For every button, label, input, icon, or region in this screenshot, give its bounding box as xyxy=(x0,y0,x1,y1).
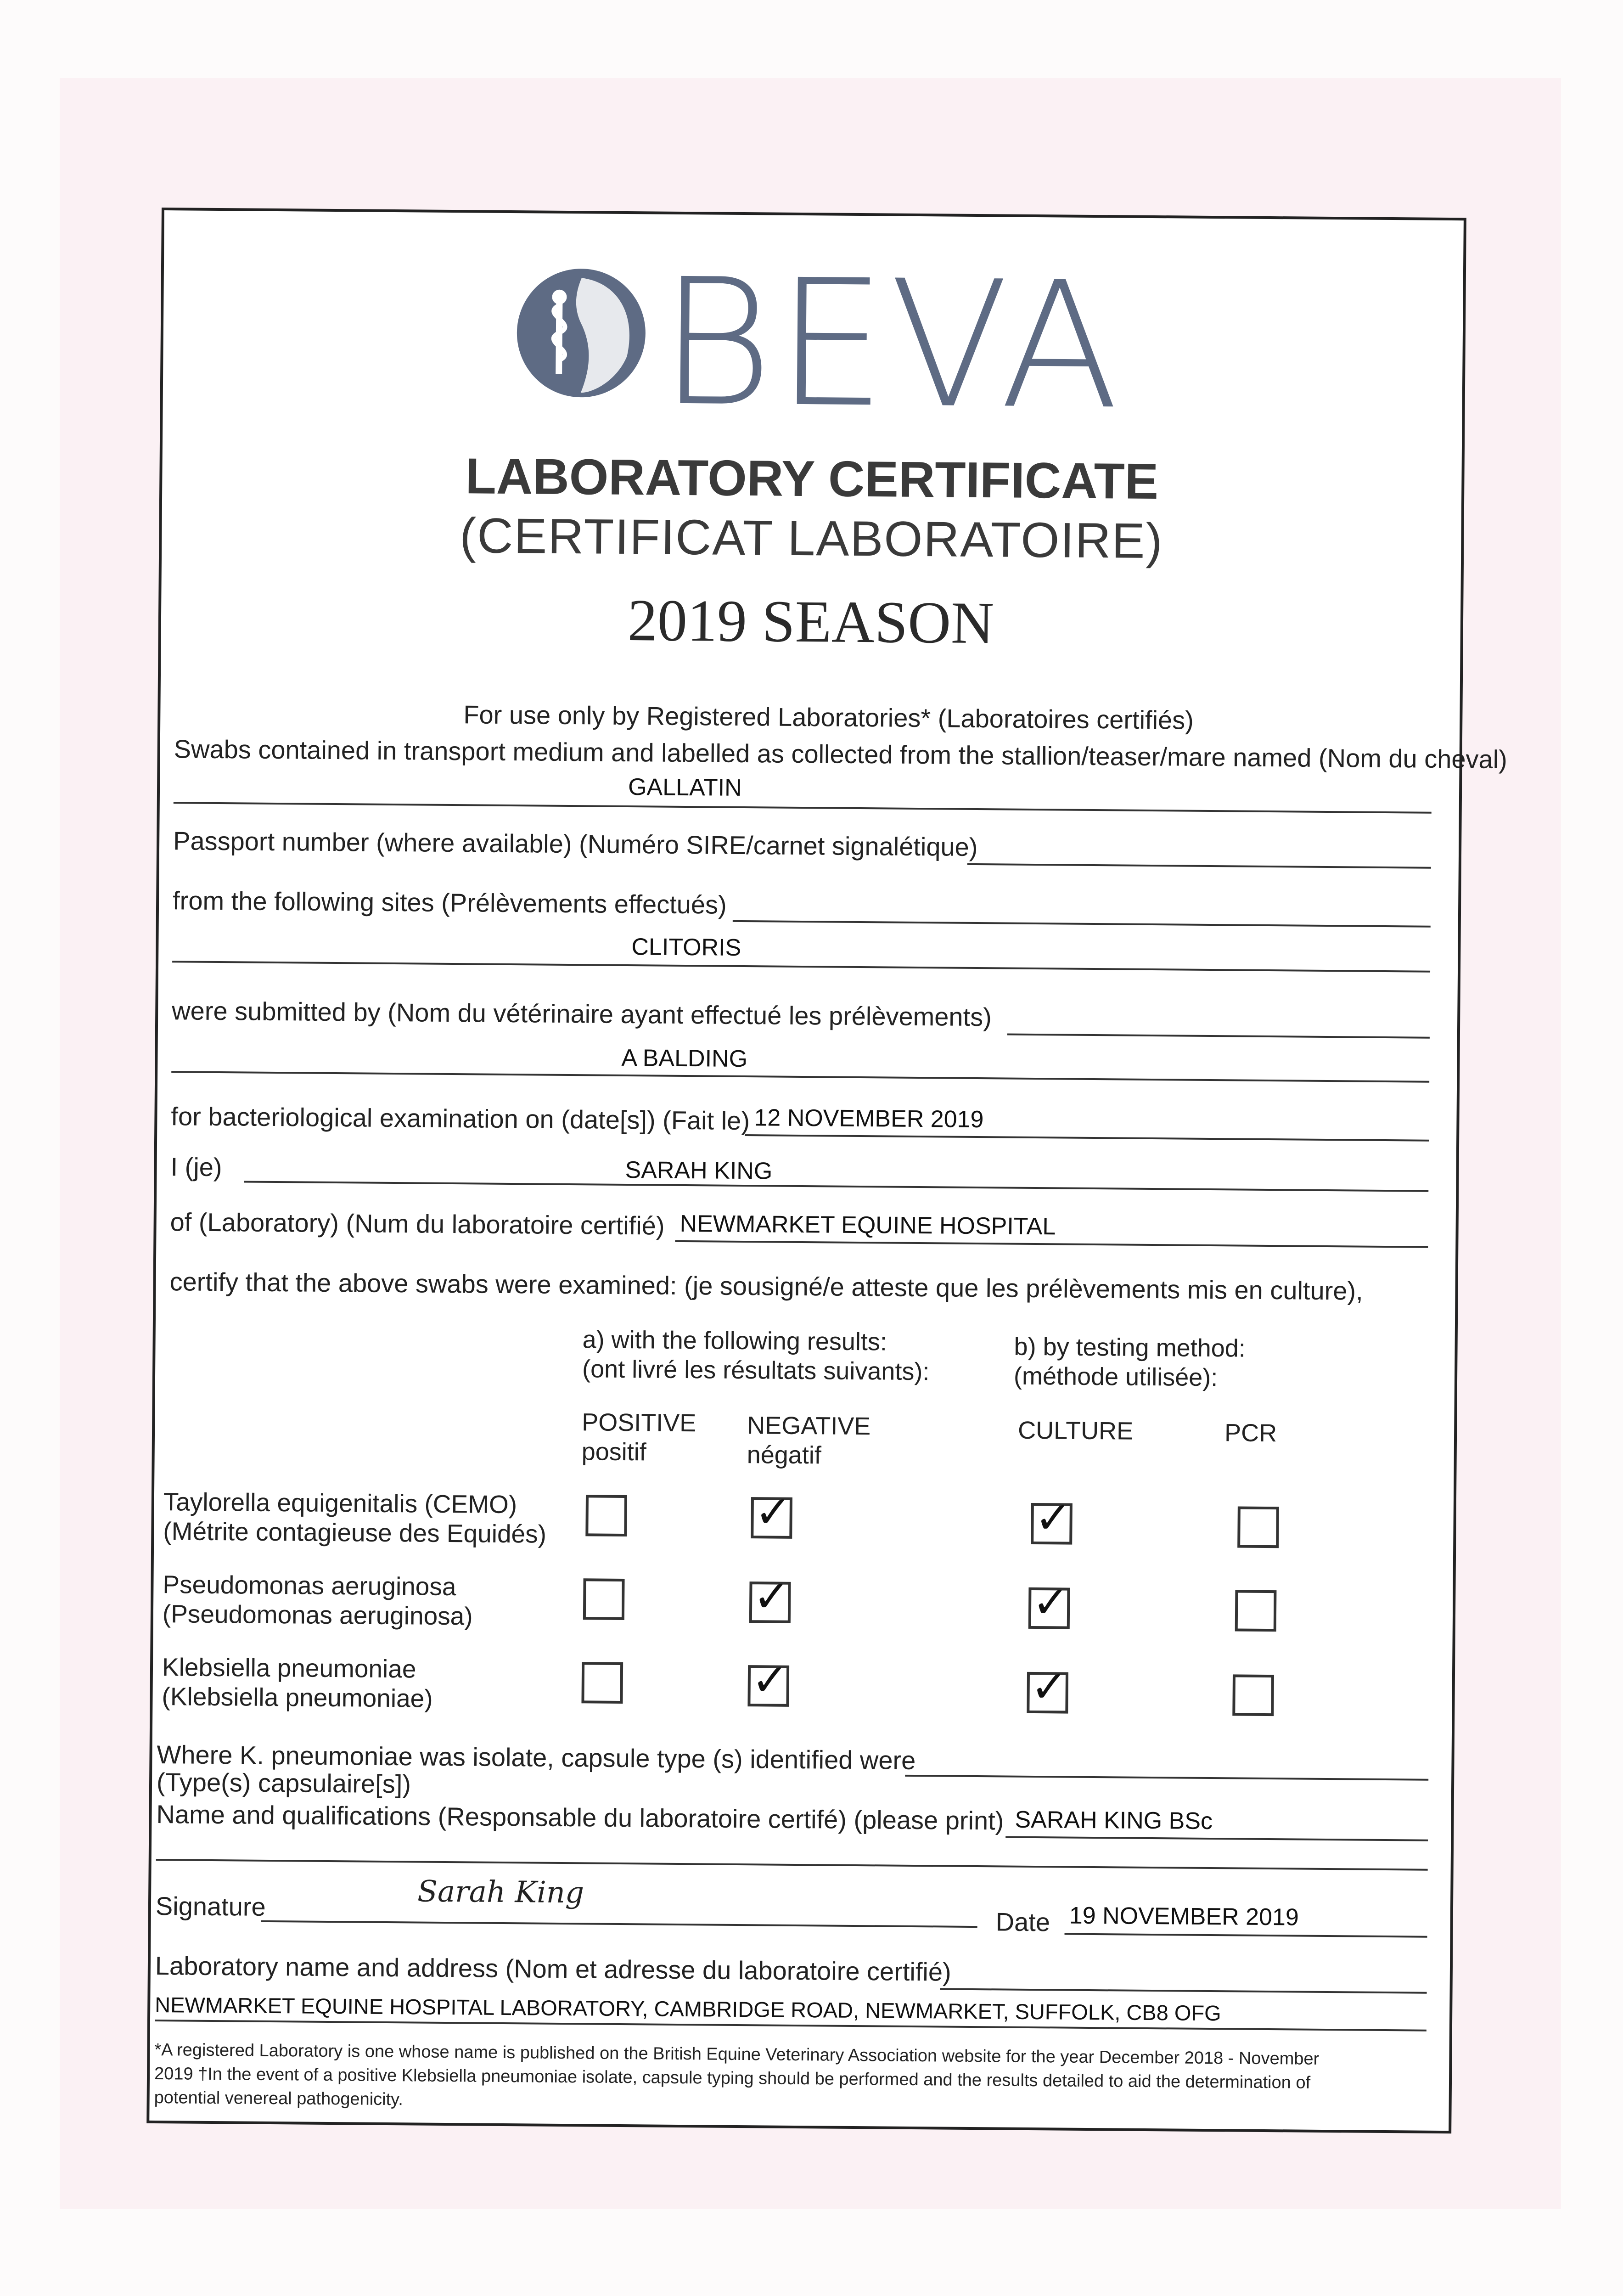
intro-line-1: For use only by Registered Laboratories* (Laboratoires certifiés) xyxy=(463,700,1194,735)
footnote-line-1: *A registered Laboratory is one whose name is published on the British Equine Veterinary Association website for the year December 2018 - November xyxy=(154,2040,1320,2069)
page-title: LABORATORY CERTIFICATE xyxy=(465,448,1159,510)
i-label: I (je) xyxy=(170,1152,222,1182)
col-positive-fr: positif xyxy=(581,1438,647,1466)
row-1-positive-checkbox[interactable] xyxy=(585,1495,627,1536)
sites-line-1 xyxy=(733,920,1431,928)
organism-name-fr: (Pseudomonas aeruginosa) xyxy=(162,1599,473,1631)
sites-value: CLITORIS xyxy=(631,934,741,961)
method-group-header xyxy=(1014,1332,1246,1393)
qualifications-label: Name and qualifications (Responsable du laboratoire certifé) (please print) xyxy=(156,1800,1004,1835)
certify-statement: certify that the above swabs were examined: (je sousigné/e atteste que les prélèvements mis en culture), xyxy=(169,1267,1363,1306)
organism-name-fr: (Klebsiella pneumoniae) xyxy=(162,1682,433,1713)
check-icon: ✓ xyxy=(1032,1576,1070,1628)
capsule-label-fr: (Type(s) capsulaire[s]) xyxy=(156,1767,411,1799)
qualifications-line xyxy=(1005,1836,1428,1841)
intro-line-2: Swabs contained in transport medium and labelled as collected from the stallion/teaser/mare named (Nom du cheval) xyxy=(174,734,1508,774)
row-1-negative-checkbox[interactable] xyxy=(751,1486,792,1539)
check-icon: ✓ xyxy=(751,1654,789,1706)
horse-name-value: GALLATIN xyxy=(628,774,742,801)
col-pcr: PCR xyxy=(1224,1419,1277,1447)
address-label: Laboratory name and address (Nom et adresse du laboratoire certifié) xyxy=(155,1951,951,1986)
beva-logo xyxy=(511,241,1156,448)
method-group-header-line2: (méthode utilisée): xyxy=(1013,1362,1218,1392)
exam-date-value: 12 NOVEMBER 2019 xyxy=(754,1104,984,1133)
capsule-line xyxy=(905,1775,1428,1781)
organism-name: Taylorella equigenitalis (CEMO) xyxy=(163,1487,517,1519)
exam-date-label: for bacteriological examination on (date[s]) (Fait le) xyxy=(171,1102,750,1136)
address-value: NEWMARKET EQUINE HOSPITAL LABORATORY, CAMBRIDGE ROAD, NEWMARKET, SUFFOLK, CB8 OFG xyxy=(155,1992,1221,2026)
submitted-line-2 xyxy=(171,1071,1429,1083)
season-heading: 2019 SEASON xyxy=(627,587,994,657)
submitted-label: were submitted by (Nom du vétérinaire ayant effectué les prélèvements) xyxy=(172,996,992,1032)
organism-name: Pseudomonas aeruginosa xyxy=(163,1570,456,1601)
row-3-positive-checkbox[interactable] xyxy=(581,1662,623,1704)
row-3-pcr-checkbox[interactable] xyxy=(1232,1674,1274,1716)
i-value: SARAH KING xyxy=(625,1156,773,1185)
organism-row-1 xyxy=(163,1487,547,1549)
results-group-header xyxy=(582,1325,930,1386)
row-3-negative-checkbox[interactable] xyxy=(747,1654,789,1707)
footnote-line-2: 2019 †In the event of a positive Klebsiella pneumoniae isolate, capsule typing should be performed and the results detailed to aid the determination of xyxy=(154,2064,1311,2093)
row-2-positive-checkbox[interactable] xyxy=(583,1578,625,1620)
row-3-culture-checkbox[interactable] xyxy=(1027,1660,1068,1714)
exam-date-line xyxy=(745,1134,1429,1142)
method-group-header-line1: b) by testing method: xyxy=(1014,1333,1246,1362)
sites-label: from the following sites (Prélèvements effectués) xyxy=(172,886,727,919)
beva-emblem-icon xyxy=(512,264,651,402)
check-icon: ✓ xyxy=(1030,1660,1068,1713)
results-group-header-line1: a) with the following results: xyxy=(582,1326,887,1356)
organism-row-3 xyxy=(162,1652,433,1713)
certificate-form xyxy=(146,208,1508,2133)
row-1-pcr-checkbox[interactable] xyxy=(1237,1506,1279,1548)
date-value: 19 NOVEMBER 2019 xyxy=(1069,1902,1299,1931)
col-culture: CULTURE xyxy=(1017,1416,1134,1445)
laboratory-line xyxy=(675,1240,1428,1248)
organism-row-2 xyxy=(163,1570,473,1631)
organism-name-fr: (Métrite contagieuse des Equidés) xyxy=(163,1517,547,1548)
col-positive xyxy=(581,1407,696,1467)
signature-line xyxy=(261,1920,977,1928)
row-2-negative-checkbox[interactable] xyxy=(749,1570,791,1623)
address-line-1 xyxy=(940,1988,1427,1993)
row-2-culture-checkbox[interactable] xyxy=(1028,1576,1070,1629)
row-1-culture-checkbox[interactable] xyxy=(1031,1492,1073,1545)
laboratory-label: of (Laboratory) (Num du laboratoire certifié) xyxy=(170,1207,665,1240)
submitted-value: A BALDING xyxy=(621,1044,748,1073)
horse-name-line xyxy=(174,802,1432,814)
i-line xyxy=(244,1181,1428,1192)
signature-handwriting: Sarah King xyxy=(417,1874,584,1910)
page-subtitle: (CERTIFICAT LABORATOIRE) xyxy=(459,507,1163,569)
check-icon: ✓ xyxy=(1034,1492,1072,1544)
date-line xyxy=(1065,1933,1427,1938)
qualifications-line-2 xyxy=(156,1859,1428,1871)
organism-name: Klebsiella pneumoniae xyxy=(162,1653,416,1683)
date-label: Date xyxy=(995,1907,1050,1937)
submitted-line-1 xyxy=(1007,1034,1430,1039)
row-2-pcr-checkbox[interactable] xyxy=(1235,1590,1277,1632)
sites-line-2 xyxy=(172,961,1430,973)
check-icon: ✓ xyxy=(754,1486,792,1538)
footnote xyxy=(154,2038,1319,2119)
results-group-header-line2: (ont livré les résultats suivants): xyxy=(582,1355,930,1386)
qualifications-value: SARAH KING BSc xyxy=(1015,1806,1213,1835)
col-negative-en: NEGATIVE xyxy=(747,1412,871,1441)
footnote-line-3: potential venereal pathogenicity. xyxy=(154,2088,404,2110)
beva-logo-text: BEVA xyxy=(658,241,1123,448)
passport-label: Passport number (where available) (Numéro SIRE/carnet signalétique) xyxy=(173,826,978,862)
col-negative xyxy=(747,1411,870,1470)
laboratory-value: NEWMARKET EQUINE HOSPITAL xyxy=(680,1210,1056,1240)
col-positive-en: POSITIVE xyxy=(582,1408,696,1437)
capsule-label: Where K. pneumoniae was isolate, capsule type (s) identified were xyxy=(157,1740,916,1775)
check-icon: ✓ xyxy=(753,1570,791,1622)
col-negative-fr: négatif xyxy=(747,1441,822,1469)
passport-line xyxy=(967,863,1431,869)
signature-label: Signature xyxy=(155,1891,266,1921)
